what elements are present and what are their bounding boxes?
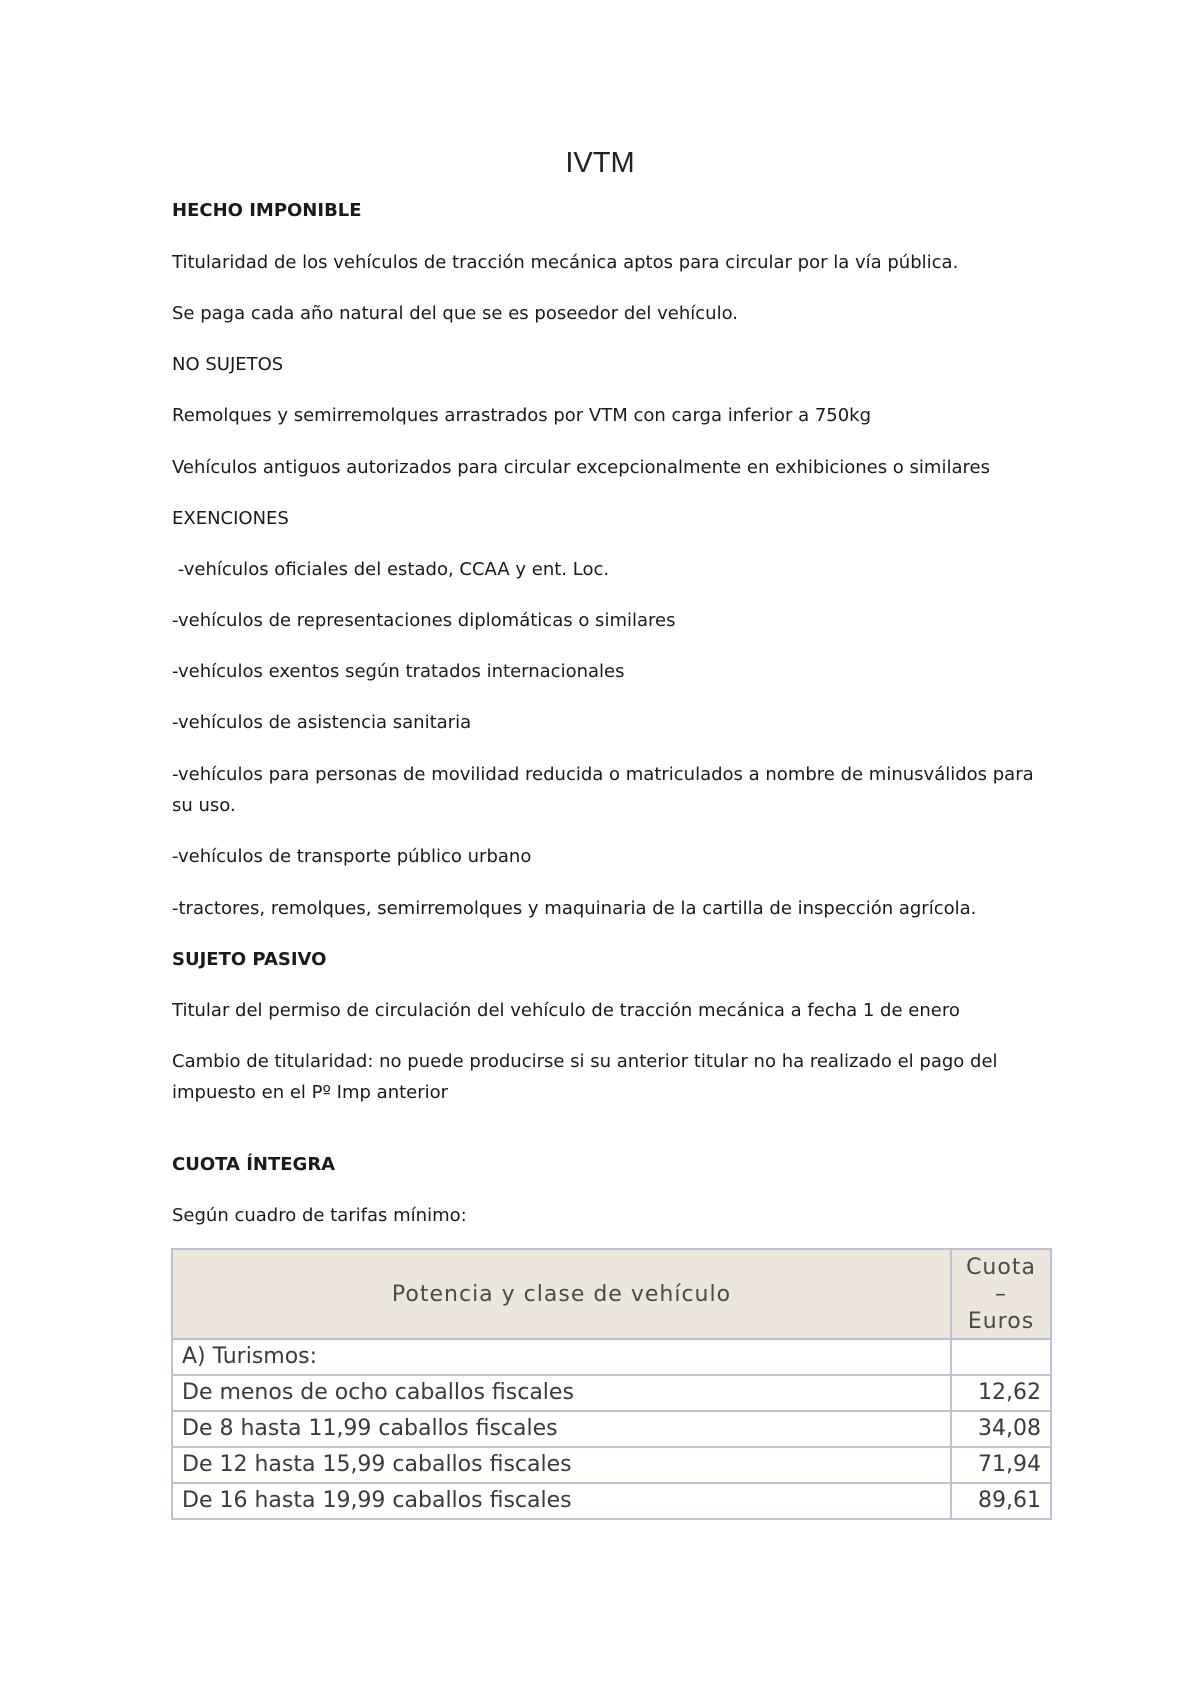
list-item-exencion: -vehículos de representaciones diplomáticas o similares — [172, 610, 676, 631]
table-row — [172, 1411, 1051, 1447]
row-value — [951, 1339, 1051, 1375]
list-item-exencion: -vehículos oficiales del estado, CCAA y ent. Loc. — [172, 559, 610, 580]
row-label: De 12 hasta 15,99 caballos fiscales — [172, 1447, 951, 1483]
paragraph-sujeto-pasivo-2: Cambio de titularidad: no puede producirse si su anterior titular no ha realizado el pago del impuesto en el Pº Imp anterior — [172, 1051, 1004, 1103]
heading-no-sujetos: NO SUJETOS — [172, 354, 284, 375]
heading-exenciones: EXENCIONES — [172, 508, 289, 529]
header-cuota-line: Euros — [967, 1308, 1035, 1334]
tariff-table — [171, 1248, 1052, 1520]
header-cuota — [951, 1249, 1051, 1339]
list-item-exencion: -vehículos para personas de movilidad reducida o matriculados a nombre de minusválidos para su uso. — [172, 764, 1040, 816]
paragraph-no-sujetos-1: Remolques y semirremolques arrastrados por VTM con carga inferior a 750kg — [172, 405, 872, 426]
table-row — [172, 1375, 1051, 1411]
row-value: 12,62 — [951, 1375, 1051, 1411]
heading-hecho-imponible: HECHO IMPONIBLE — [172, 200, 362, 221]
row-label: A) Turismos: — [172, 1339, 951, 1375]
table-row — [172, 1483, 1051, 1519]
document-title: IVTM — [565, 147, 635, 179]
table-header-row — [172, 1249, 1051, 1339]
row-label: De 8 hasta 11,99 caballos fiscales — [172, 1411, 951, 1447]
header-potencia: Potencia y clase de vehículo — [172, 1249, 951, 1339]
list-item-exencion: -vehículos de asistencia sanitaria — [172, 712, 472, 733]
paragraph-sujeto-pasivo-1: Titular del permiso de circulación del vehículo de tracción mecánica a fecha 1 de enero — [172, 1000, 960, 1021]
paragraph-hecho-imponible-1: Titularidad de los vehículos de tracción mecánica aptos para circular por la vía pública. — [172, 252, 959, 273]
table-row — [172, 1339, 1051, 1375]
table-row — [172, 1447, 1051, 1483]
paragraph-hecho-imponible-2: Se paga cada año natural del que se es poseedor del vehículo. — [172, 303, 738, 324]
row-label: De 16 hasta 19,99 caballos fiscales — [172, 1483, 951, 1519]
header-cuota-line: Cuota — [966, 1254, 1036, 1280]
row-value: 89,61 — [951, 1483, 1051, 1519]
row-label: De menos de ocho caballos fiscales — [172, 1375, 951, 1411]
list-item-exencion: -tractores, remolques, semirremolques y maquinaria de la cartilla de inspección agrícola. — [172, 898, 977, 919]
row-value: 71,94 — [951, 1447, 1051, 1483]
heading-sujeto-pasivo: SUJETO PASIVO — [172, 949, 327, 970]
header-cuota-line: – — [995, 1281, 1007, 1307]
list-item-exencion: -vehículos exentos según tratados internacionales — [172, 661, 625, 682]
row-value: 34,08 — [951, 1411, 1051, 1447]
list-item-exencion: -vehículos de transporte público urbano — [172, 846, 532, 867]
paragraph-no-sujetos-2: Vehículos antiguos autorizados para circular excepcionalmente en exhibiciones o similares — [172, 457, 990, 478]
paragraph-cuota-integra: Según cuadro de tarifas mínimo: — [172, 1205, 467, 1226]
heading-cuota-integra: CUOTA ÍNTEGRA — [172, 1154, 336, 1175]
